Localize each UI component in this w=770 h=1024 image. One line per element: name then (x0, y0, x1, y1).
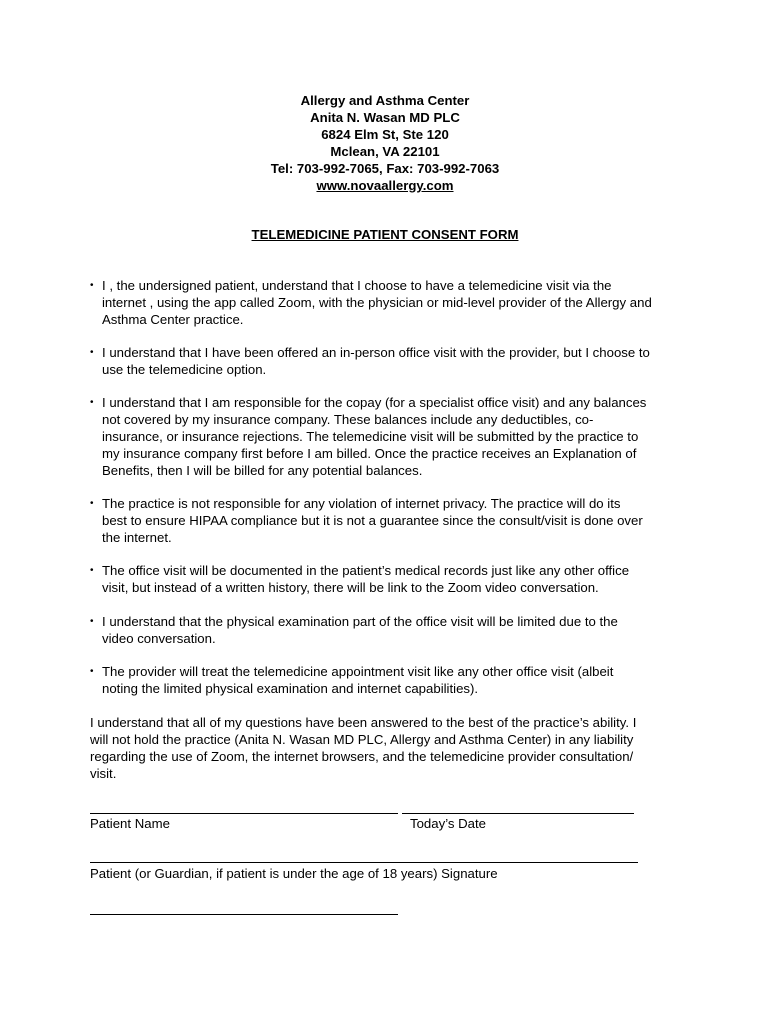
date-line[interactable] (402, 813, 634, 814)
consent-item-text: I understand that I am responsible for the copay (for a specialist office visit) and any balances not covered by my insurance company. These balances include any deductibles, co- insurance, or insurance rejections. The telemedicine visit will be submitted by the practice to my insurance company first before I am billed. Once the practice receives an Explanation of Benefits, then I will be billed for any potential balances. (102, 395, 647, 478)
bullet-icon: • (90, 616, 94, 627)
bullet-icon: • (90, 565, 94, 576)
bullet-icon: • (90, 498, 94, 509)
consent-item-text: The practice is not responsible for any violation of internet privacy. The practice will do its best to ensure HIPAA compliance but it is not a guarantee since the consult/visit is done over the internet. (102, 496, 643, 545)
bullet-icon: • (90, 666, 94, 677)
consent-item (90, 394, 646, 479)
letterhead (0, 92, 770, 194)
street-address: 6824 Elm St, Ste 120 (321, 127, 449, 142)
consent-item (90, 663, 613, 697)
website-link[interactable]: www.novaallergy.com (316, 178, 454, 193)
consent-item (90, 495, 643, 546)
city-state-zip: Mclean, VA 22101 (330, 144, 440, 159)
date-label: Today’s Date (410, 816, 486, 831)
org-name: Allergy and Asthma Center (300, 93, 470, 108)
signature-line[interactable] (90, 862, 638, 863)
patient-name-line[interactable] (90, 813, 398, 814)
signature-label: Patient (or Guardian, if patient is under the age of 18 years) Signature (90, 866, 498, 881)
bullet-icon: • (90, 280, 94, 291)
consent-item-text: I understand that the physical examination part of the office visit will be limited due to the video conversation. (102, 614, 618, 646)
consent-item (90, 562, 629, 596)
consent-item-text: The provider will treat the telemedicine appointment visit like any other office visit (albeit noting the limited physical examination and internet capabilities). (102, 664, 614, 696)
practice-name: Anita N. Wasan MD PLC (310, 110, 460, 125)
consent-item-text: I understand that I have been offered an in-person office visit with the provider, but I choose to use the telemedicine option. (102, 345, 650, 377)
consent-item-text: The office visit will be documented in the patient’s medical records just like any other office visit, but instead of a written history, there will be link to the Zoom video conversation. (102, 563, 630, 595)
consent-item-text: I , the undersigned patient, understand that I choose to have a telemedicine visit via the internet , using the app called Zoom, with the physician or mid-level provider of the Allergy and Asthma Center practice. (102, 278, 652, 327)
form-title: TELEMEDICINE PATIENT CONSENT FORM (251, 227, 519, 242)
bullet-icon: • (90, 347, 94, 358)
consent-item (90, 613, 618, 647)
phone-fax: Tel: 703-992-7065, Fax: 703-992-7063 (270, 161, 500, 176)
extra-signature-line[interactable] (90, 914, 398, 915)
consent-item (90, 344, 650, 378)
closing-statement: I understand that all of my questions have been answered to the best of the practice’s ability. I will not hold the practice (Anita N. Wasan MD PLC, Allergy and Asthma Center) in any liability regarding the use of Zoom, the internet browsers, and the telemedicine provider consultation/ visit. (90, 715, 637, 781)
bullet-icon: • (90, 397, 94, 408)
consent-item (90, 277, 652, 328)
patient-name-label: Patient Name (90, 816, 170, 831)
